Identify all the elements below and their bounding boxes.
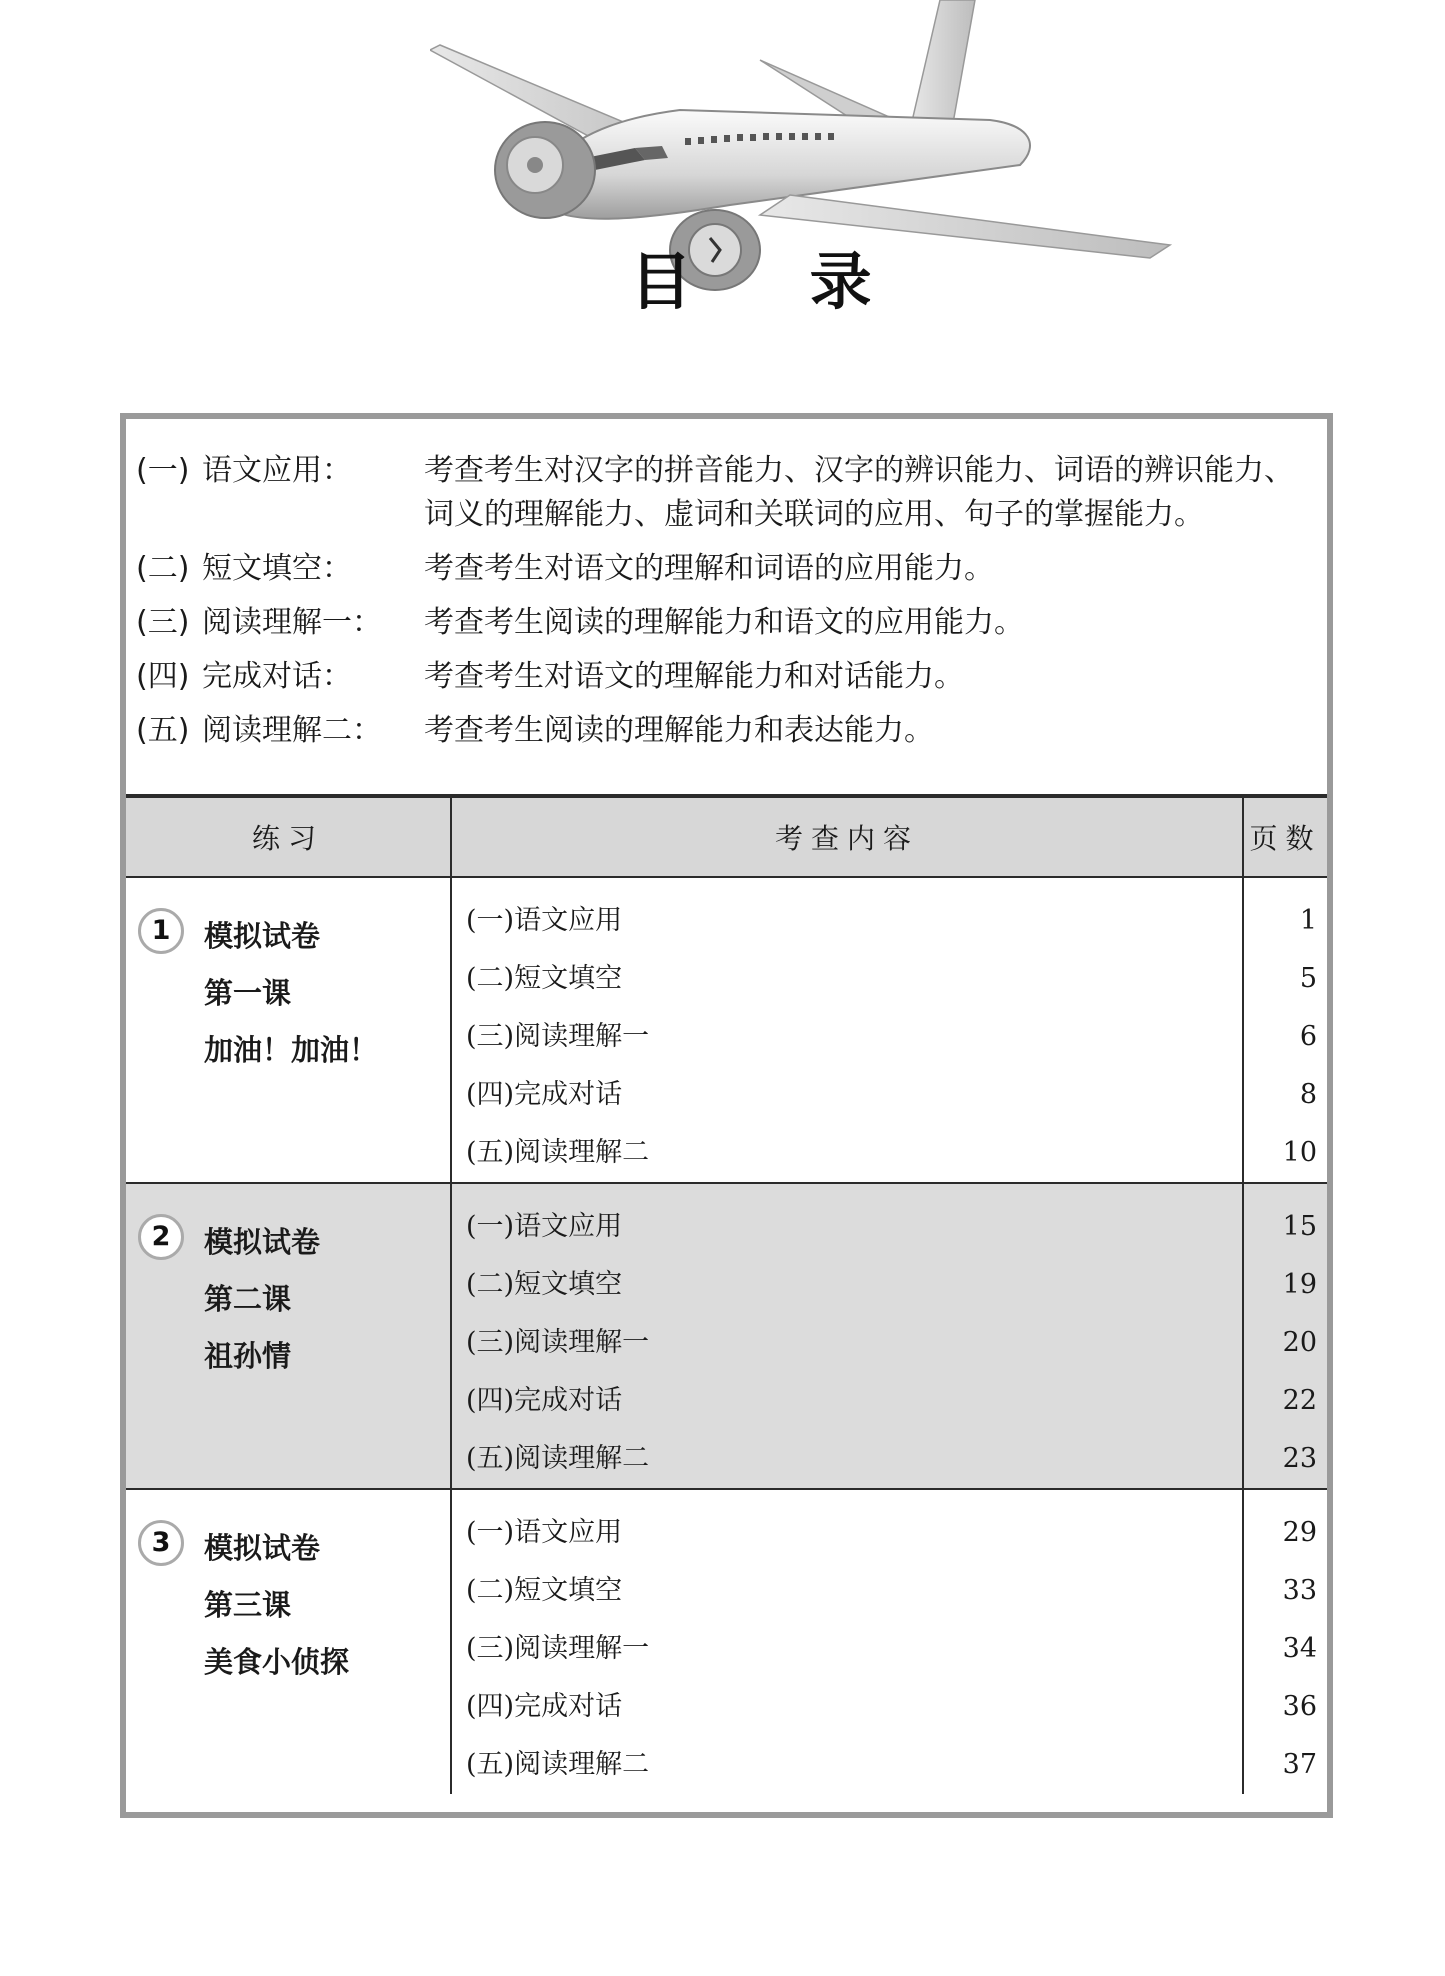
page-title: 目 录 — [630, 245, 920, 318]
content-item: (一)语文应用 — [466, 905, 623, 936]
content-item: (五)阅读理解二 — [466, 1137, 650, 1168]
content-cell — [451, 1489, 1243, 1794]
intro-title: 阅读理解一： — [202, 605, 382, 640]
lesson-line: 模拟试卷 — [204, 1225, 321, 1259]
lesson-cell — [126, 1489, 451, 1794]
content-item: (一)语文应用 — [466, 1211, 623, 1242]
intro-title: 阅读理解二： — [202, 713, 382, 748]
page-number: 15 — [1282, 1211, 1317, 1242]
intro-description: 考查考生阅读的理解能力和语文的应用能力。 — [424, 605, 1024, 640]
content-item: (四)完成对话 — [466, 1079, 623, 1110]
content-cell — [451, 877, 1243, 1183]
intro-number: (四) — [136, 659, 190, 694]
page-number: 8 — [1299, 1079, 1317, 1110]
page-cell — [1243, 1183, 1327, 1489]
header-content: 考查内容 — [451, 796, 1243, 877]
intro-number: (三) — [136, 605, 190, 640]
content-item: (三)阅读理解一 — [466, 1327, 650, 1358]
intro-item — [136, 655, 1316, 699]
toc-frame — [120, 413, 1333, 1818]
page-number: 10 — [1282, 1137, 1317, 1168]
intro-number: (五) — [136, 713, 190, 748]
intro-title: 语文应用： — [202, 453, 352, 488]
content-item: (二)短文填空 — [466, 1575, 623, 1606]
page-cell — [1243, 1489, 1327, 1794]
table-header-row — [126, 796, 1327, 877]
lesson-line: 第二课 — [204, 1282, 292, 1316]
content-item: (三)阅读理解一 — [466, 1633, 650, 1664]
content-item: (四)完成对话 — [466, 1691, 623, 1722]
lesson-line: 第三课 — [204, 1588, 292, 1622]
page-number: 20 — [1282, 1327, 1317, 1358]
intro-number: (二) — [136, 551, 190, 586]
page-number: 33 — [1282, 1575, 1317, 1606]
intro-title: 完成对话： — [202, 659, 352, 694]
lesson-line: 模拟试卷 — [204, 919, 321, 953]
page-number: 37 — [1282, 1749, 1317, 1780]
lesson-line: 祖孙情 — [204, 1339, 292, 1373]
intro-title: 短文填空： — [202, 551, 352, 586]
intro-number: (一) — [136, 453, 190, 488]
page-number: 34 — [1282, 1633, 1317, 1664]
header-practice: 练习 — [126, 796, 451, 877]
content-item: (三)阅读理解一 — [466, 1021, 650, 1052]
content-item: (一)语文应用 — [466, 1517, 623, 1548]
content-item: (二)短文填空 — [466, 1269, 623, 1300]
intro-item — [136, 601, 1316, 645]
toc-table — [126, 794, 1327, 1794]
page-number: 1 — [1299, 905, 1317, 936]
intro-item — [136, 547, 1316, 591]
content-item: (四)完成对话 — [466, 1385, 623, 1416]
table-row — [126, 877, 1327, 1183]
page-number: 29 — [1282, 1517, 1317, 1548]
content-item: (二)短文填空 — [466, 963, 623, 994]
header-pages: 页数 — [1243, 796, 1327, 877]
content-item: (五)阅读理解二 — [466, 1749, 650, 1780]
lesson-line: 美食小侦探 — [204, 1645, 350, 1679]
page-number: 5 — [1299, 963, 1317, 994]
lesson-cell — [126, 1183, 451, 1489]
table-row — [126, 1183, 1327, 1489]
content-item: (五)阅读理解二 — [466, 1443, 650, 1474]
intro-description: 考查考生对语文的理解和词语的应用能力。 — [424, 551, 994, 586]
intro-item — [136, 449, 1316, 537]
page-number: 23 — [1282, 1443, 1317, 1474]
intro-item — [136, 709, 1316, 753]
content-cell — [451, 1183, 1243, 1489]
lesson-line: 模拟试卷 — [204, 1531, 321, 1565]
lesson-line: 加油！加油！ — [204, 1033, 379, 1067]
lesson-number-badge: 1 — [138, 908, 184, 954]
page-number: 19 — [1282, 1269, 1317, 1300]
lesson-number-badge: 2 — [138, 1214, 184, 1260]
lesson-number-badge: 3 — [138, 1520, 184, 1566]
page-number: 36 — [1282, 1691, 1317, 1722]
table-row — [126, 1489, 1327, 1794]
lesson-line: 第一课 — [204, 976, 292, 1010]
page-number: 6 — [1299, 1021, 1317, 1052]
intro-description: 考查考生对汉字的拼音能力、汉字的辨识能力、词语的辨识能力、词义的理解能力、虚词和关联词的应用、句子的掌握能力。 — [424, 453, 1294, 532]
lesson-cell — [126, 877, 451, 1183]
intro-section — [136, 449, 1316, 763]
page-number: 22 — [1282, 1385, 1317, 1416]
page-cell — [1243, 877, 1327, 1183]
intro-description: 考查考生阅读的理解能力和表达能力。 — [424, 713, 934, 748]
intro-description: 考查考生对语文的理解能力和对话能力。 — [424, 659, 964, 694]
